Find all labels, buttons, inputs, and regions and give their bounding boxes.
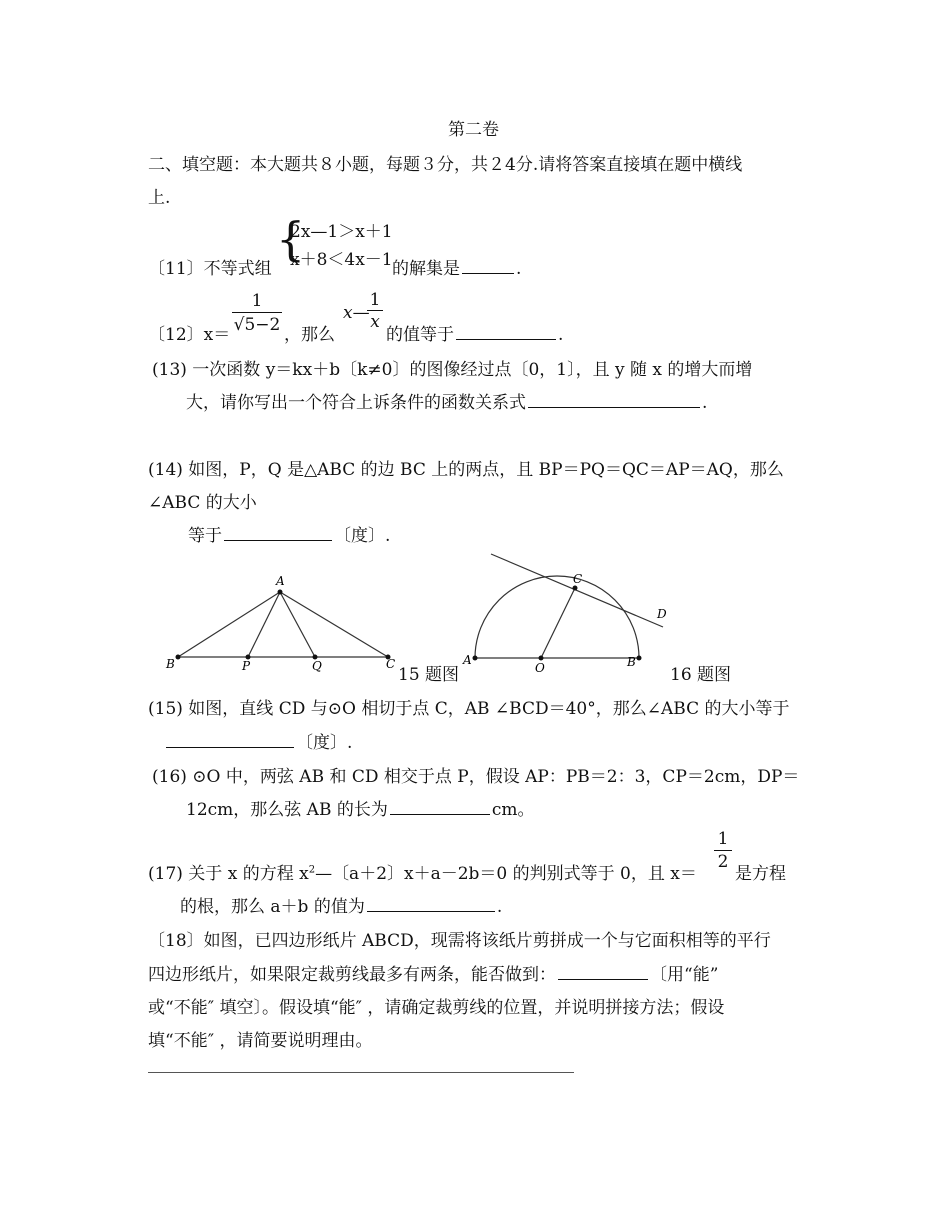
q17-line2: 的根，那么 a＋b 的值为 .	[180, 897, 503, 917]
q14-line1: (14) 如图，P，Q 是△ABC 的边 BC 上的两点，且 BP＝PQ＝QC＝AP＝AQ，那么	[148, 460, 784, 480]
q12-fraction	[232, 290, 282, 337]
q13-answer-blank[interactable]	[528, 407, 700, 408]
q14-line2: ∠ABC 的大小	[148, 493, 257, 513]
fig15-caption: 15 题图	[398, 665, 460, 685]
q12-expr-fraction	[367, 290, 383, 333]
system-brace: {	[276, 212, 306, 266]
q12-frac-num: 1	[232, 290, 282, 313]
q11-inequality-2: x＋8＜4x－1	[290, 250, 393, 270]
q17-superscript: 2	[308, 864, 316, 876]
figure-15	[160, 570, 400, 680]
q18-line1: 〔18〕如图，已四边形纸片 ABCD，现需将该纸片剪拼成一个与它面积相等的平行	[148, 931, 771, 951]
fig16-label-o: O	[535, 661, 545, 675]
answer-line[interactable]	[148, 1072, 574, 1073]
q14-answer-blank[interactable]	[224, 540, 332, 541]
q11-tail: 的解集是 .	[392, 259, 522, 279]
q16-line2: 12cm，那么弦 AB 的长为 cm。	[186, 800, 535, 820]
fig16-label-c: C	[573, 572, 583, 586]
fig15-label-b: B	[166, 657, 175, 671]
q17-fraction	[714, 828, 732, 873]
q18-line2: 四边形纸片，如果限定裁剪线最多有两条，能否做到： 〔用“能”	[148, 965, 719, 985]
q12-expr-den: x	[370, 312, 380, 332]
section-header: 二、填空题：本大题共８小题，每题３分，共２4分.请将答案直接填在题中横线	[148, 155, 743, 175]
q15-answer-blank[interactable]	[166, 747, 294, 748]
q12-label: 〔12〕x＝	[148, 325, 231, 345]
q17-tail: 是方程	[735, 864, 786, 884]
q18-line3: 或“不能″ 填空〕。假设填“能″ ，请确定裁剪线的位置，并说明拼接方法；假设	[148, 998, 725, 1018]
q15-line1: (15) 如图，直线 CD 与⊙O 相切于点 C，AB ∠BCD＝40°，那么∠ABC 的大小等于	[148, 699, 790, 719]
q12-mid: ，那么	[284, 325, 335, 345]
q17-frac-den: 2	[717, 852, 729, 872]
q12-expr-x: x—	[343, 303, 370, 323]
fig16-label-d: D	[657, 607, 667, 621]
q12-expr-num: 1	[367, 290, 383, 311]
q11-inequality-1: 2x—1＞x＋1	[290, 222, 393, 242]
fig16-caption: 16 题图	[670, 665, 732, 685]
fig15-label-p: P	[242, 659, 251, 673]
q17-frac-num: 1	[714, 828, 732, 851]
fig16-label-a: A	[463, 653, 472, 667]
fig16-label-b: B	[627, 655, 636, 669]
q11-answer-blank[interactable]	[462, 273, 514, 274]
q11-label: 〔11〕不等式组	[148, 259, 272, 279]
figure-16	[455, 548, 675, 678]
page-title: 第二卷	[448, 120, 499, 140]
q17-answer-blank[interactable]	[367, 911, 495, 912]
fig15-label-q: Q	[312, 659, 322, 673]
q15-line2: 〔度〕.	[164, 728, 352, 753]
q16-answer-blank[interactable]	[390, 814, 490, 815]
q12-frac-den: √5−2	[233, 315, 281, 335]
q12-answer-blank[interactable]	[456, 339, 556, 340]
q18-line4: 填“不能″ ，请简要说明理由。	[148, 1031, 373, 1051]
fig15-label-a: A	[276, 574, 285, 588]
q13-line1: (13) 一次函数 y＝kx＋b〔k≠0〕的图像经过点〔0，1〕，且 y 随 x 的增大而增	[152, 360, 753, 380]
q16-line1: (16) ⊙O 中，两弦 AB 和 CD 相交于点 P，假设 AP：PB＝2：3，CP＝2cm，DP＝	[152, 767, 800, 787]
fig15-label-c: C	[386, 657, 396, 671]
section-header-cont: 上.	[148, 188, 171, 208]
q18-answer-blank[interactable]	[558, 979, 648, 980]
q12-tail: 的值等于 .	[386, 325, 564, 345]
q14-line3: 等于 〔度〕.	[188, 526, 391, 546]
q17-line1: (17) 关于 x 的方程 $x^2—$〔a＋2〕x＋a－2b＝0 的判别式等于 0，且 x＝	[148, 864, 697, 884]
q13-line2: 大，请你写出一个符合上诉条件的函数关系式 .	[186, 393, 708, 413]
